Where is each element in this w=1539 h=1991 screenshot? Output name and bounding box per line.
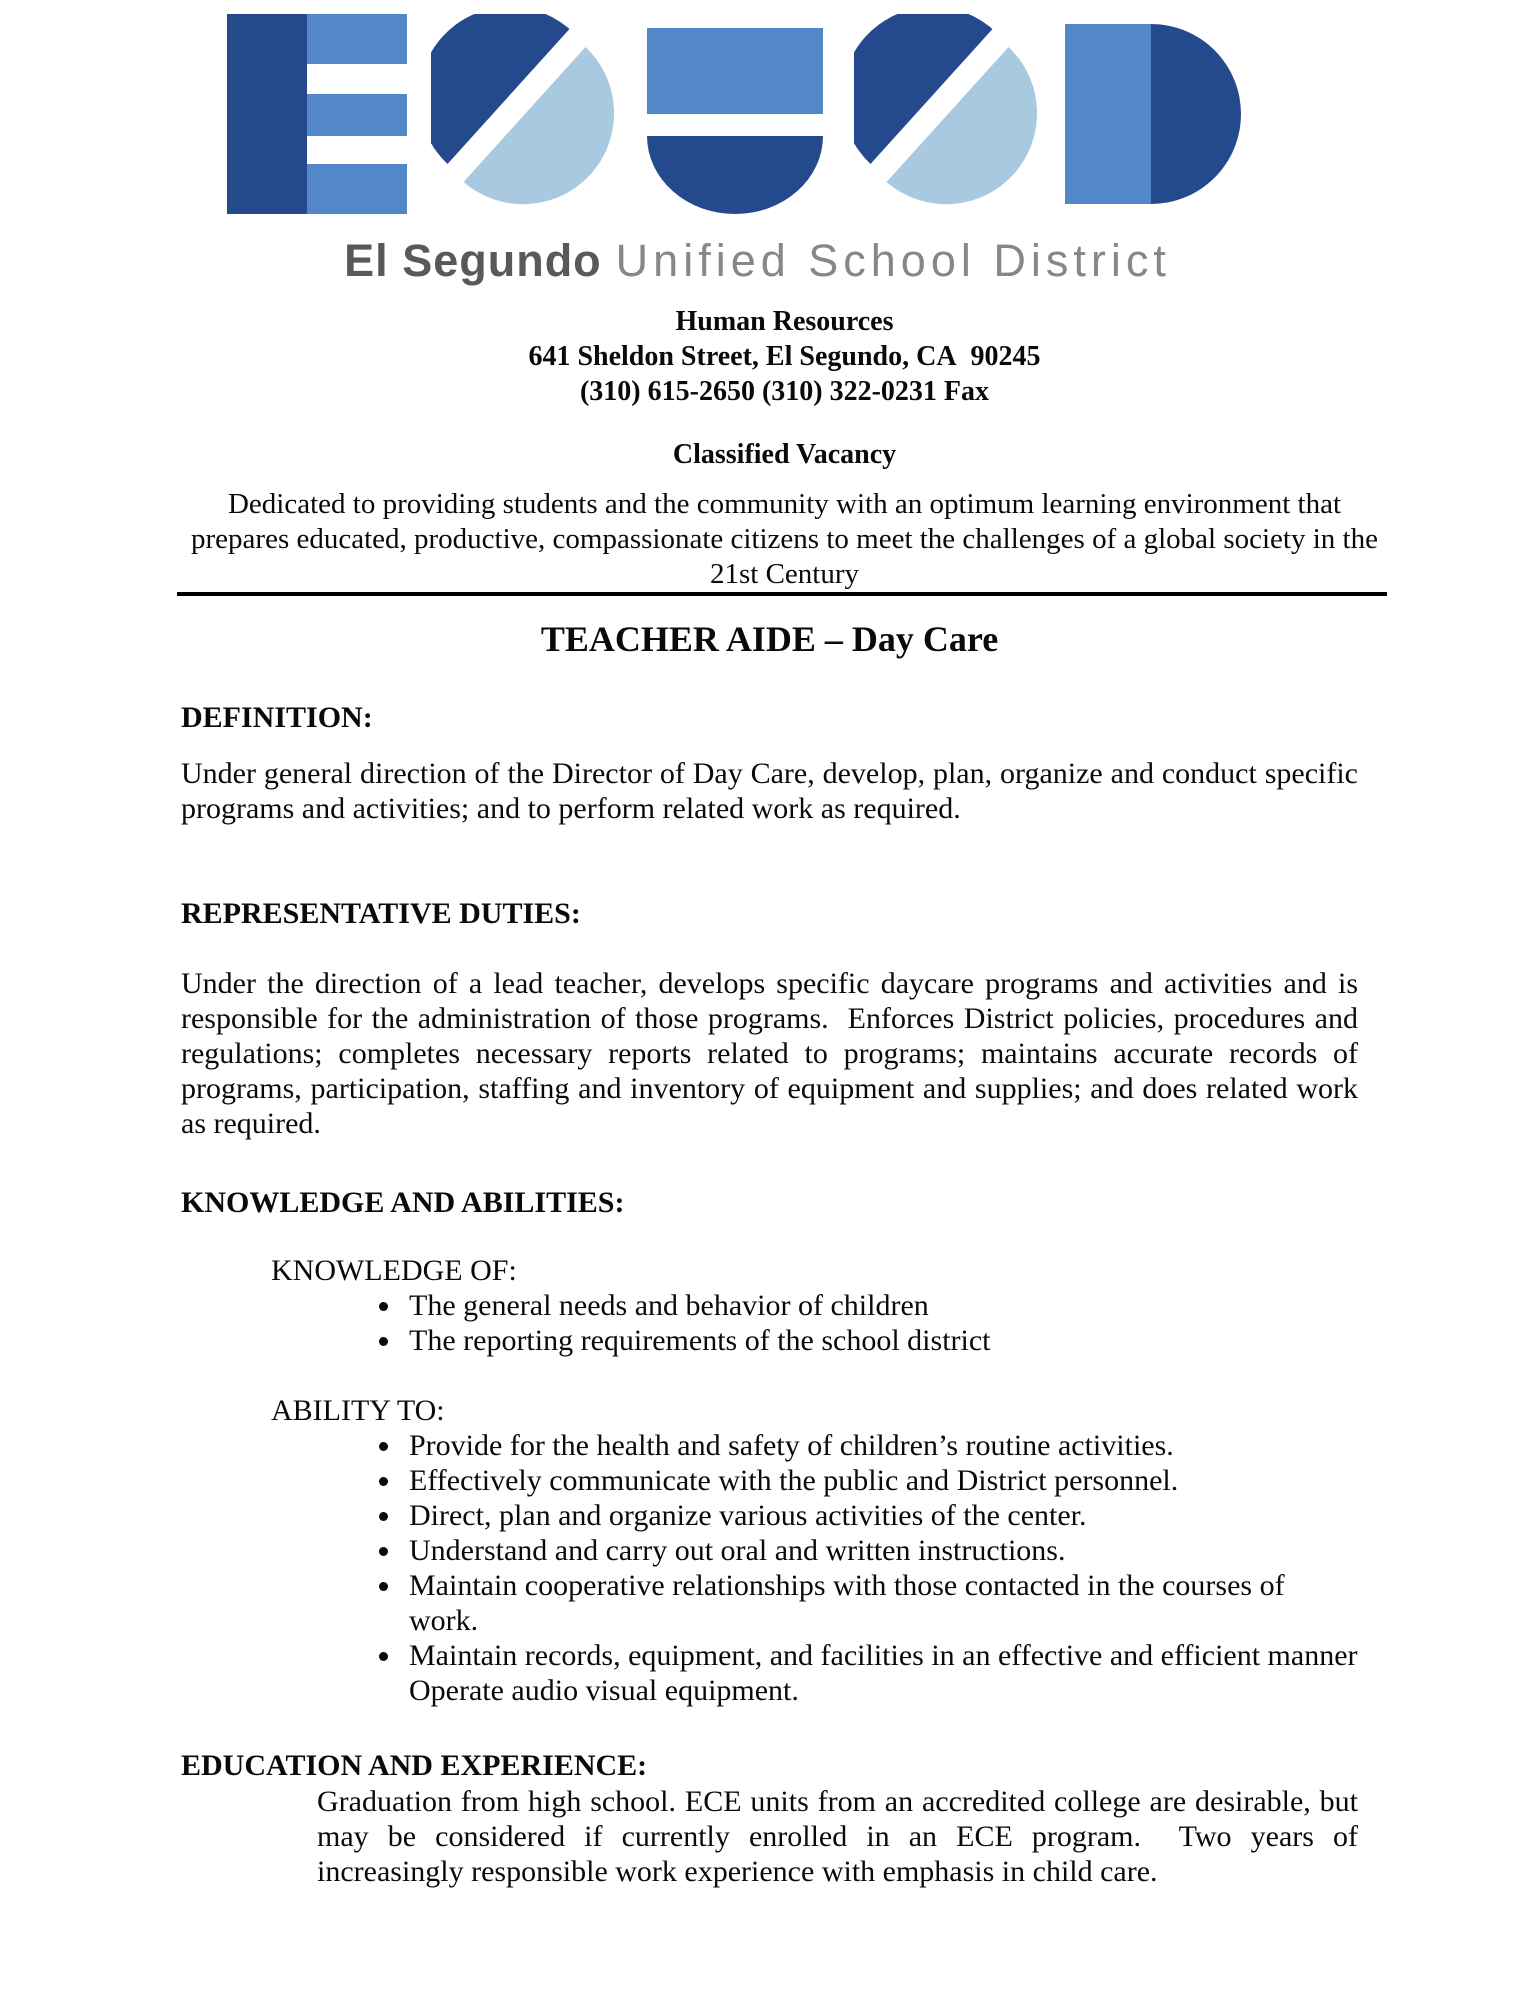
knowledge-of-label: KNOWLEDGE OF: (271, 1254, 517, 1287)
logo-letter-e (227, 14, 407, 214)
ability-to-list (181, 1428, 1358, 1708)
document-body (181, 618, 1358, 1889)
section-education-heading: EDUCATION AND EXPERIENCE: (181, 1749, 648, 1782)
ability-to-label: ABILITY TO: (271, 1394, 445, 1427)
header-phone: (310) 615-2650 (310) 322-0231 Fax (579, 376, 990, 407)
job-title: TEACHER AIDE – Day Care (540, 619, 999, 659)
district-wordmark (0, 234, 1527, 288)
list-item: • Direct, plan and organize various activities of the center. (403, 1498, 1358, 1533)
section-duties-heading: REPRESENTATIVE DUTIES: (181, 897, 581, 930)
section-definition-heading: DEFINITION: (181, 701, 373, 734)
wordmark-secondary: Unified School District (615, 235, 1171, 286)
section-knowledge-abilities-heading: KNOWLEDGE AND ABILITIES: (181, 1186, 625, 1219)
list-item: • Effectively communicate with the public and District personnel. (403, 1463, 1358, 1498)
vacancy-type: Classified Vacancy (672, 439, 897, 470)
education-paragraph: Graduation from high school. ECE units from an accredited college are desirable, but may be considered if currently enrolled in an ECE program. Two years of increasingly responsible work experience with emphasis in child care. (317, 1785, 1358, 1888)
header-divider (177, 592, 1387, 596)
logo-letter-s2 (854, 14, 1039, 214)
letterhead (177, 304, 1392, 409)
list-item: • Maintain records, equipment, and facilities in an effective and efficient manner Operate audio visual equipment. (403, 1638, 1358, 1708)
logo-letter-s1 (431, 14, 616, 214)
list-item: • The reporting requirements of the school district (403, 1323, 1358, 1358)
logo-lettermarks (0, 14, 1504, 214)
header-department: Human Resources (675, 306, 894, 337)
definition-paragraph: Under general direction of the Director of Day Care, develop, plan, organize and conduct specific programs and activities; and to perform related work as required. (181, 757, 1358, 825)
list-item: • Provide for the health and safety of children’s routine activities. (403, 1428, 1358, 1463)
list-item: • The general needs and behavior of children (403, 1288, 1358, 1323)
duties-paragraph: Under the direction of a lead teacher, develops specific daycare programs and activities and is responsible for the administration of those programs. Enforces District policies, procedures and regulations; completes necessary reports related to programs; maintains accurate records of programs, participation, staffing and inventory of equipment and supplies; and does related work as required. (181, 967, 1358, 1140)
header-address: 641 Sheldon Street, El Segundo, CA 90245 (528, 341, 1041, 372)
mission-statement: Dedicated to providing students and the community with an optimum learning environment that prepares educated, productive, compassionate citizens to meet the challenges of a global society in the 21st Century (191, 488, 1378, 590)
wordmark-primary: El Segundo (344, 235, 602, 286)
logo-letter-d (1063, 14, 1243, 214)
knowledge-of-list (181, 1288, 1358, 1358)
list-item: • Understand and carry out oral and written instructions. (403, 1533, 1358, 1568)
logo-letter-u (640, 14, 830, 214)
district-logo (0, 0, 1539, 288)
list-item: • Maintain cooperative relationships with those contacted in the courses of work. (403, 1568, 1358, 1638)
